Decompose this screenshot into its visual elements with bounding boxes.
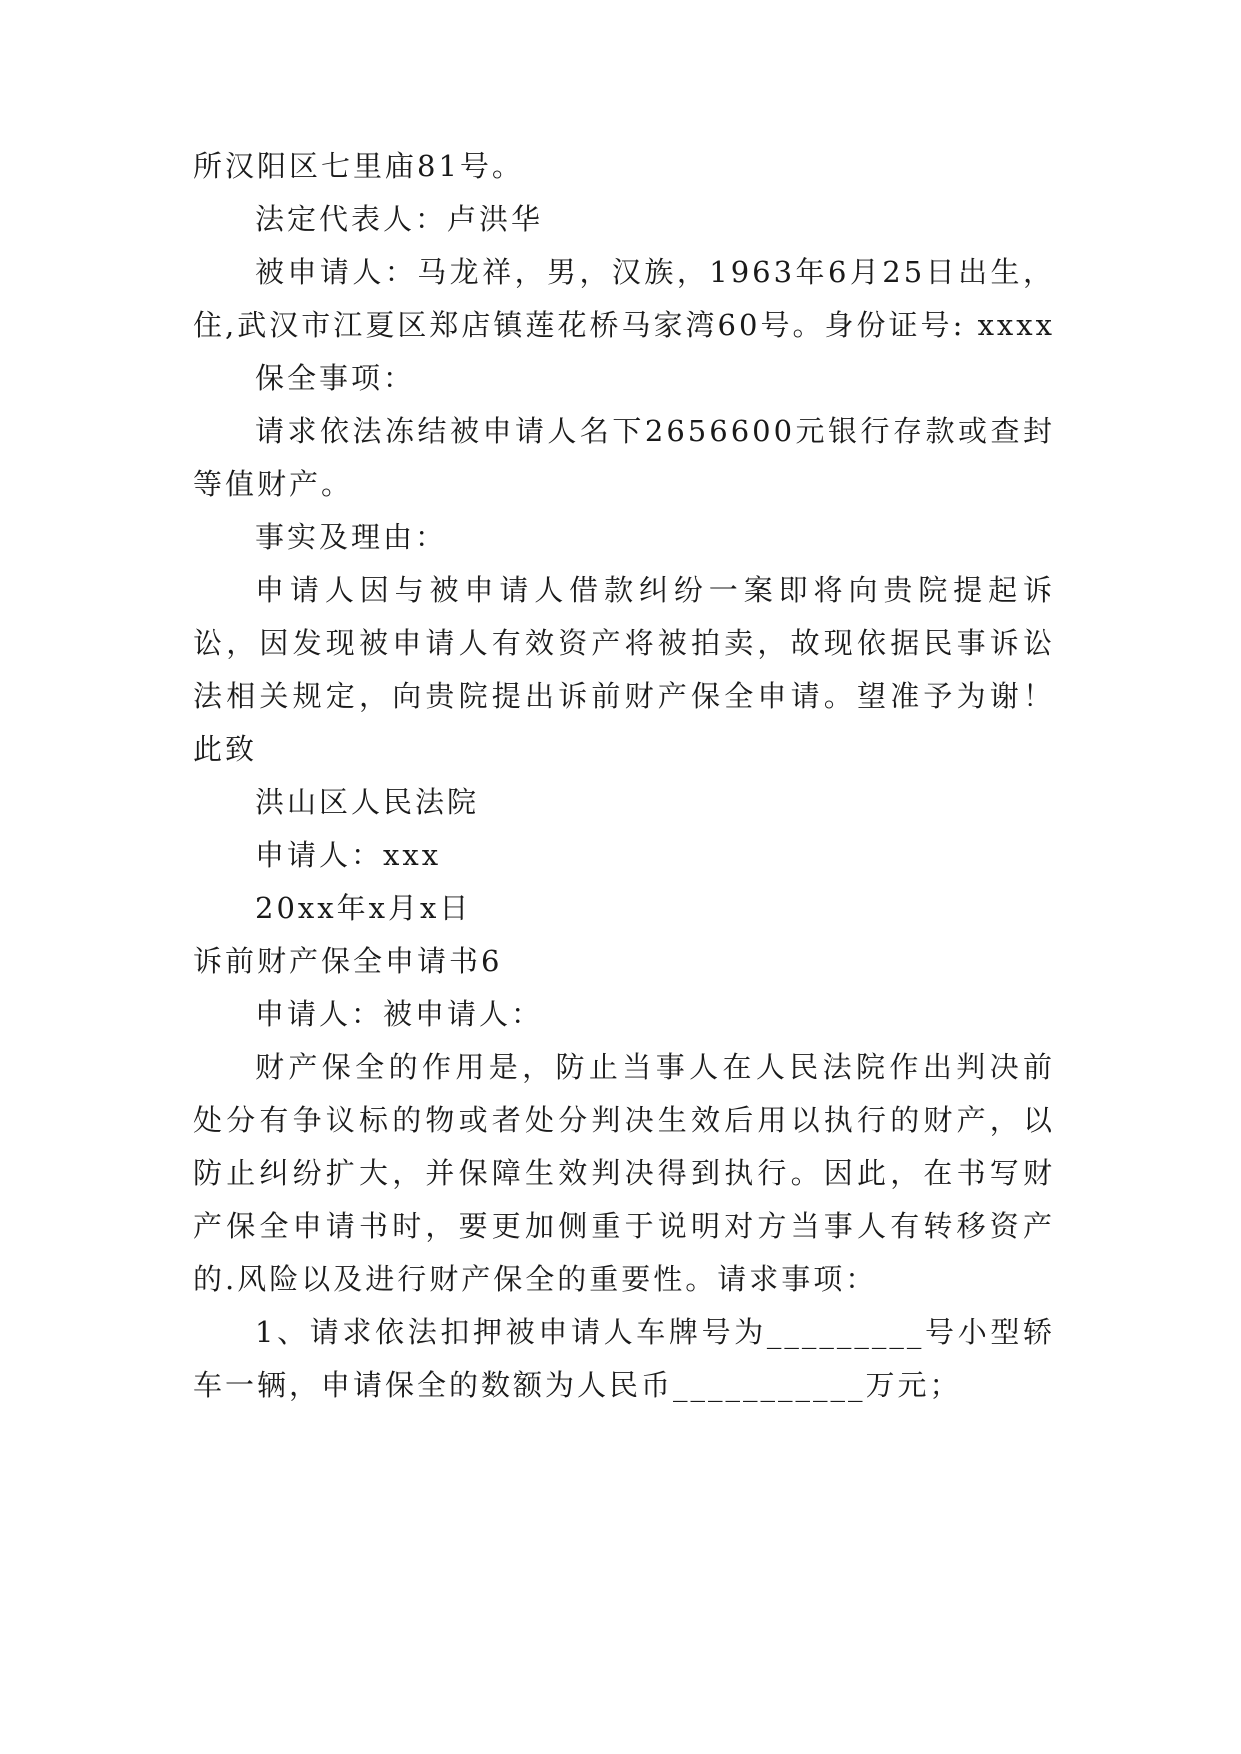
text-line-2: 法定代表人：卢洪华 bbox=[255, 202, 544, 236]
text-line-14: 申请人：xxx bbox=[255, 838, 442, 872]
text-line-11: 法相关规定，向贵院提出诉前财产保全申请。望准予为谢！ bbox=[193, 679, 1055, 713]
text-line-17: 申请人：被申请人： bbox=[255, 997, 544, 1031]
text-line-15: 20xx年x月x日 bbox=[255, 891, 472, 925]
text-line-6: 请求依法冻结被申请人名下2656600元银行存款或查封 bbox=[255, 414, 1055, 448]
text-line-1: 所汉阳区七里庙81号。 bbox=[193, 149, 524, 183]
text-line-20: 防止纠纷扩大，并保障生效判决得到执行。因此，在书写财 bbox=[193, 1156, 1055, 1190]
text-line-8: 事实及理由： bbox=[255, 520, 448, 554]
text-line-22: 的.风险以及进行财产保全的重要性。请求事项： bbox=[193, 1262, 878, 1296]
text-line-21: 产保全申请书时，要更加侧重于说明对方当事人有转移资产 bbox=[193, 1209, 1055, 1243]
text-line-7: 等值财产。 bbox=[193, 467, 354, 501]
text-line-5: 保全事项： bbox=[255, 361, 416, 395]
text-line-23: 1、请求依法扣押被申请人车牌号为_________号小型轿 bbox=[255, 1315, 1055, 1349]
text-line-12: 此致 bbox=[193, 732, 258, 766]
text-line-24: 车一辆，申请保全的数额为人民币___________万元； bbox=[193, 1368, 962, 1402]
text-line-9: 申请人因与被申请人借款纠纷一案即将向贵院提起诉 bbox=[255, 573, 1055, 607]
text-line-4: 住,武汉市江夏区郑店镇莲花桥马家湾60号。身份证号: xxxx bbox=[193, 308, 1055, 342]
text-line-16: 诉前财产保全申请书6 bbox=[193, 944, 503, 978]
text-line-10: 讼，因发现被申请人有效资产将被拍卖，故现依据民事诉讼 bbox=[193, 626, 1055, 660]
text-line-13: 洪山区人民法院 bbox=[255, 785, 480, 819]
text-line-18: 财产保全的作用是，防止当事人在人民法院作出判决前 bbox=[255, 1050, 1055, 1084]
text-line-19: 处分有争议标的物或者处分判决生效后用以执行的财产，以 bbox=[193, 1103, 1055, 1137]
text-line-3: 被申请人：马龙祥，男，汉族，1963年6月25日出生， bbox=[255, 255, 1055, 289]
